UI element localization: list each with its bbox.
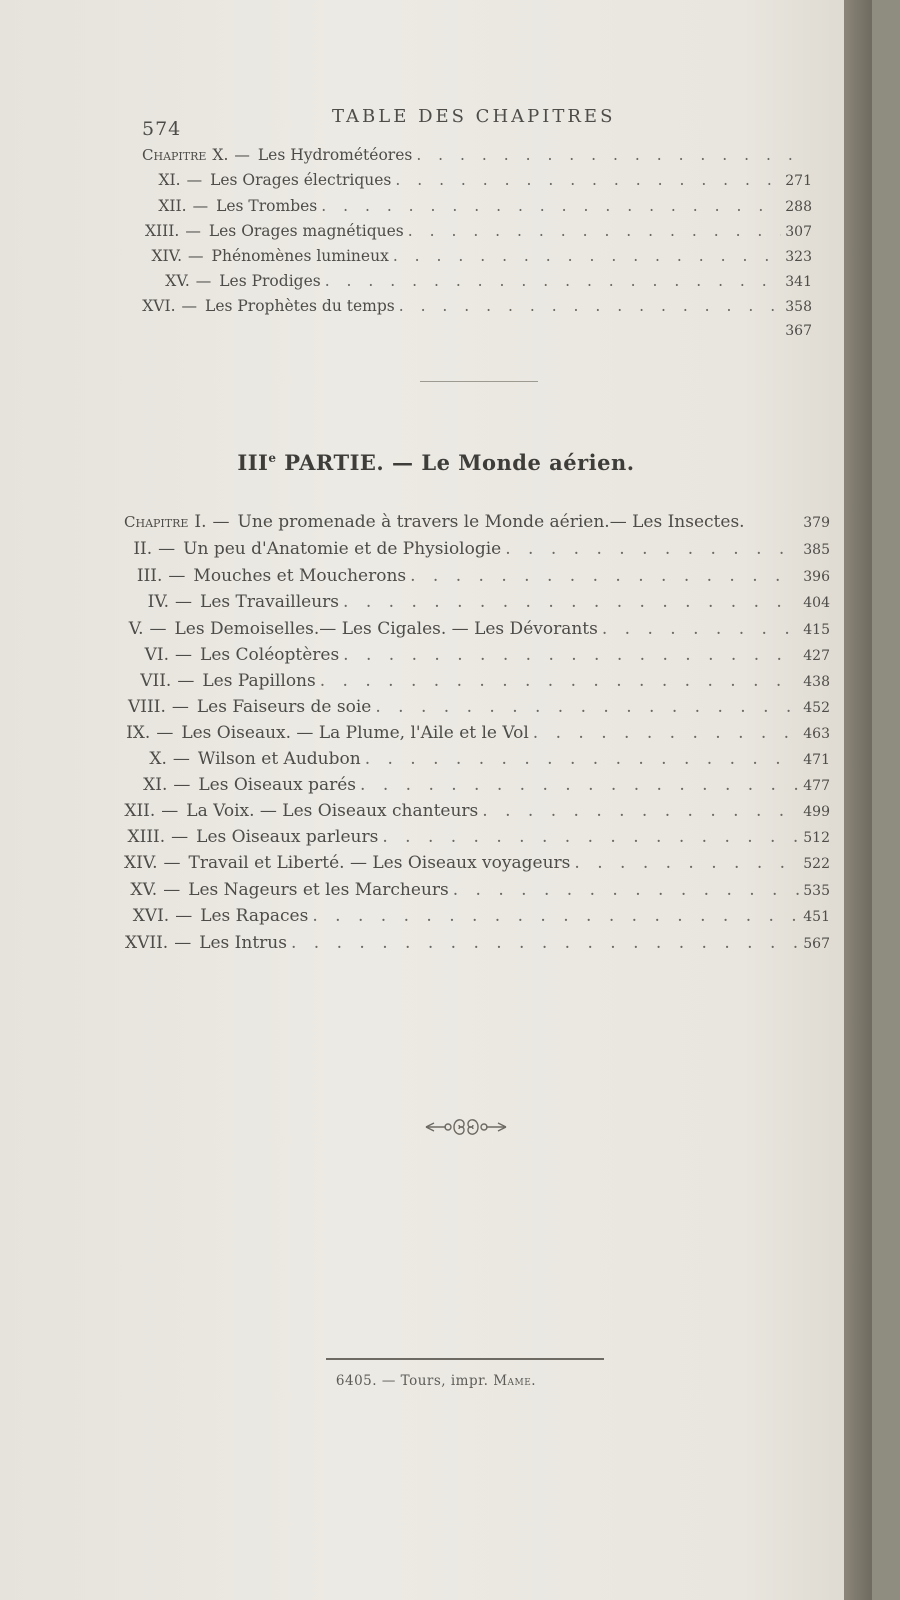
dash: — [174, 933, 192, 953]
chapter-title: Une promenade à travers le Monde aérien.— Les Insectes. [237, 512, 745, 532]
chapter-label: Chapitre [124, 513, 189, 531]
dash: — [212, 512, 230, 532]
dot-leader [574, 853, 799, 873]
chapter-number: X. [149, 749, 167, 769]
chapter-number: XIV. [151, 247, 183, 265]
dot-leader [393, 247, 781, 265]
chapter-title: Mouches et Moucherons [193, 566, 407, 586]
page-ref: 567 [803, 936, 830, 952]
chapter-title: Travail et Liberté. — Les Oiseaux voyageurs [188, 853, 571, 873]
page-ref: 385 [803, 542, 830, 558]
chapter-title: Les Hydrométéores [257, 146, 413, 164]
chapter-number: XII. [158, 197, 187, 215]
dash: — [171, 827, 189, 847]
dot-leader [399, 297, 782, 315]
chapter-number: XIV. [124, 853, 158, 873]
page-ref: 522 [803, 856, 830, 872]
part-title: PARTIE. — Le Monde aérien. [276, 450, 635, 475]
page-ref: 427 [803, 648, 830, 664]
dash: — [188, 247, 204, 265]
toc-entry [124, 827, 830, 853]
dash: — [156, 723, 174, 743]
dash: — [175, 592, 193, 612]
chapter-number: XIII. [127, 827, 166, 847]
toc-entry [142, 222, 812, 248]
dash: — [175, 645, 193, 665]
page-ref: 463 [803, 726, 830, 742]
chapter-title: Les Prophètes du temps [205, 297, 395, 315]
dash: — [186, 171, 203, 189]
dash: — [171, 697, 189, 717]
chapter-title: Les Trombes [216, 197, 318, 215]
toc-entry [124, 645, 830, 671]
toc-entry [124, 723, 830, 749]
toc-entry [124, 880, 830, 906]
dot-leader [365, 749, 800, 769]
dash: — [163, 880, 181, 900]
chapter-title: Les Papillons [202, 671, 316, 691]
chapter-number: XV. [130, 880, 158, 900]
page-ref: 451 [803, 909, 830, 925]
chapter-title: Les Intrus [199, 933, 287, 953]
toc-entry [142, 272, 812, 298]
page-ref: 341 [785, 274, 812, 290]
chapter-title: Un peu d'Anatomie et de Physiologie [183, 539, 502, 559]
chapter-title: Les Orages magnétiques [208, 222, 404, 240]
dot-leader [602, 619, 799, 639]
page-ref: 438 [803, 674, 830, 690]
toc-entry [124, 933, 830, 959]
chapter-title: La Voix. — Les Oiseaux chanteurs [186, 801, 479, 821]
dot-leader [410, 566, 799, 586]
dot-leader [343, 645, 799, 665]
footer-rule [326, 1358, 604, 1360]
toc-entry [124, 539, 830, 565]
chapter-number: XVI. [132, 906, 170, 926]
page-ref: 452 [803, 700, 830, 716]
page-ref: 379 [803, 515, 830, 531]
dot-leader [505, 539, 799, 559]
page-ref: 307 [785, 224, 812, 240]
fleuron-ornament-icon [424, 1112, 508, 1142]
dot-leader [320, 671, 800, 691]
dot-leader [321, 197, 781, 215]
dot-leader [416, 146, 796, 164]
chapter-number: XV. [165, 272, 190, 290]
chapter-number: XVI. [142, 297, 176, 315]
chapter-number: X. [212, 146, 229, 164]
chapter-number: VI. [144, 645, 170, 665]
chapter-number: IX. [126, 723, 151, 743]
page-ref: 477 [803, 778, 830, 794]
chapter-number: XIII. [145, 222, 180, 240]
dash: — [163, 853, 181, 873]
part-numeral-suffix: e [268, 451, 277, 465]
chapter-number: XVII. [124, 933, 169, 953]
page-ref: 499 [803, 804, 830, 820]
page-ref: 271 [785, 173, 812, 189]
chapter-title: Les Oiseaux. — La Plume, l'Aile et le Vol [181, 723, 529, 743]
chapter-title: Les Rapaces [200, 906, 309, 926]
toc-entry [124, 853, 830, 879]
chapter-number: V. [128, 619, 144, 639]
chapter-title: Les Oiseaux parés [198, 775, 357, 795]
chapter-number: XII. [124, 801, 156, 821]
page-ref: 367 [785, 323, 812, 339]
dash: — [149, 619, 167, 639]
toc-entry [124, 566, 830, 592]
chapter-number: IV. [147, 592, 170, 612]
chapter-title: Les Demoiselles.— Les Cigales. — Les Dévorants [174, 619, 598, 639]
dot-leader [360, 775, 799, 795]
dash: — [192, 197, 209, 215]
chapter-title: Les Oiseaux parleurs [196, 827, 379, 847]
dot-leader [533, 723, 799, 743]
dash: — [161, 801, 179, 821]
part-numeral: III [237, 450, 269, 475]
dash: — [177, 671, 195, 691]
page-ref: 415 [803, 622, 830, 638]
page-ref: 512 [803, 830, 830, 846]
page-ref: 396 [803, 569, 830, 585]
dash: — [175, 906, 193, 926]
dot-leader [482, 801, 799, 821]
toc-entry [124, 749, 830, 775]
chapter-number: II. [133, 539, 153, 559]
dot-leader [375, 697, 799, 717]
printer-colophon [0, 1373, 872, 1389]
toc-entry [142, 297, 812, 323]
chapter-number: I. [194, 512, 207, 532]
dot-leader [453, 880, 800, 900]
chapter-title: Les Nageurs et les Marcheurs [188, 880, 449, 900]
page-edge [844, 0, 872, 1600]
page-number: 574 [142, 118, 182, 140]
dot-leader [395, 171, 781, 189]
chapter-number: XI. [143, 775, 168, 795]
dot-leader [408, 222, 782, 240]
part-heading [0, 450, 872, 475]
chapter-title: Les Orages électriques [210, 171, 392, 189]
chapter-number: III. [136, 566, 163, 586]
chapter-title: Les Coléoptères [200, 645, 340, 665]
page-ref: 358 [785, 299, 812, 315]
dot-leader [325, 272, 782, 290]
dash: — [173, 775, 191, 795]
dash: — [195, 272, 212, 290]
page-ref: 471 [803, 752, 830, 768]
toc-entry [124, 906, 830, 932]
toc-entry [142, 247, 812, 273]
chapter-title: Phénomènes lumineux [211, 247, 389, 265]
toc-entry [124, 775, 830, 801]
page-ref: 323 [785, 249, 812, 265]
toc-entry [124, 697, 830, 723]
toc-entry [142, 197, 812, 223]
dash: — [181, 297, 198, 315]
chapter-title: Wilson et Audubon [197, 749, 361, 769]
dash: — [234, 146, 250, 164]
dash: — [168, 566, 186, 586]
dot-leader [382, 827, 799, 847]
toc-entry [124, 592, 830, 618]
chapter-label: Chapitre [142, 146, 207, 164]
chapter-number: VIII. [128, 697, 166, 717]
chapter-number: XI. [158, 171, 181, 189]
section-divider [420, 381, 538, 382]
printer-name: Mame. [493, 1373, 537, 1389]
print-number: 6405. — Tours, impr. [335, 1373, 494, 1389]
dash: — [158, 539, 176, 559]
dash: — [185, 222, 201, 240]
chapter-title: Les Faiseurs de soie [196, 697, 372, 717]
toc-entry [124, 619, 830, 645]
toc-entry [124, 801, 830, 827]
toc-entry [124, 512, 830, 538]
dot-leader [312, 906, 799, 926]
dash: — [172, 749, 190, 769]
dot-leader [291, 933, 799, 953]
page-ref: 535 [803, 883, 830, 899]
chapter-number: VII. [140, 671, 172, 691]
toc-entry [124, 671, 830, 697]
dot-leader [343, 592, 799, 612]
toc-entry [142, 146, 812, 172]
chapter-title: Les Travailleurs [200, 592, 340, 612]
chapter-title: Les Prodiges [219, 272, 321, 290]
page-ref: 404 [803, 595, 830, 611]
page-ref: 288 [785, 199, 812, 215]
toc-entry [142, 171, 812, 197]
toc-entry-overflow-page [142, 321, 812, 347]
running-title: TABLE DES CHAPITRES [332, 106, 616, 127]
